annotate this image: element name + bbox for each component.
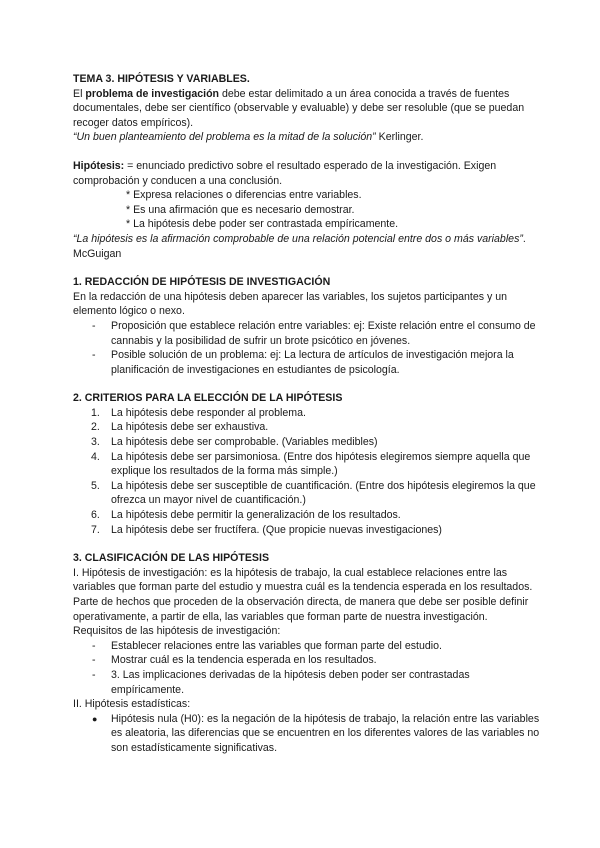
intro-rest: debe estar delimitado a un área conocida a través de fuentes documentales, debe ser científico (observable y evaluable) y debe ser resoluble (que se puedan recoger datos empíricos). [73,87,525,129]
intro-bold-term: problema de investigación [85,87,220,100]
list-item: - Mostrar cuál es la tendencia esperada en los resultados. [92,654,377,667]
page-title: TEMA 3. HIPÓTESIS Y VARIABLES. [73,73,250,85]
list-item: 6. La hipótesis debe permitir la generalización de los resultados. [91,509,401,522]
bullet-icon: ● [92,713,98,724]
intro-prefix: El [73,87,86,100]
section3-heading: 3. CLASIFICACIÓN DE LAS HIPÓTESIS [73,552,270,565]
list-item: - Posible solución de un problema: ej: La lectura de artículos de investigación mejora la planificación de investigaciones en estudiantes de psicología. [92,349,514,376]
list-item: * Es una afirmación que es necesario demostrar. [126,203,540,218]
list-item: - Proposición que establece relación entre variables: ej: Existe relación entre el consumo de cannabis y la posibilidad de sufrir un brote psicótico en jóvenes. [92,319,536,347]
intro-author: Kerlinger. [375,131,424,144]
section3-part2: II. Hipótesis estadísticas: [73,698,191,711]
intro-paragraph [73,87,540,131]
intro-quote: “Un buen planteamiento del problema es la mitad de la solución” [73,131,376,144]
hipotesis-quote: “La hipótesis es la afirmación comprobable de una relación potencial entre dos o más variables” [73,232,523,245]
section3-requisitos: Requisitos de las hipótesis de investigación: [73,625,281,638]
hipotesis-list [73,188,540,232]
list-item: 4. La hipótesis debe ser parsimoniosa. (Entre dos hipótesis elegiremos siempre aquella que explique los resultados de la forma más simple.) [91,450,531,478]
section3-stat-list [73,712,540,756]
list-item: ● Hipótesis nula (H0): es la negación de la hipótesis de trabajo, la relación entre las variables es aleatoria, las diferencias que se encuentren en los diferentes valores de las variables no son estadísticamente significativas. [92,712,540,754]
list-item: * Expresa relaciones o diferencias entre variables. [126,188,540,203]
list-item: - Establecer relaciones entre las variables que forman parte del estudio. [92,639,442,652]
intro-quote-line [73,130,540,145]
section1-text: En la redacción de una hipótesis deben aparecer las variables, los sujetos participantes y un elemento lógico o nexo. [73,290,508,318]
list-item: 2. La hipótesis debe ser exhaustiva. [91,421,269,434]
section3-req-list [73,639,540,697]
section3-part1: I. Hipótesis de investigación: es la hipótesis de trabajo, la cual establece relaciones entre las variables que forman parte del estudio y muestra cuál es la tendencia esperada en los resultados. Parte de hechos que proceden de la observación directa, de manera que debe ser posible definir operativamente, a partir de ella, las variables que forman parte de nuestra investigación. [73,566,533,623]
section2-list [73,406,540,537]
list-item: 3. La hipótesis debe ser comprobable. (Variables medibles) [91,436,378,449]
list-item: 1. La hipótesis debe responder al problema. [91,406,306,419]
hipotesis-quote-line [73,232,540,261]
list-item: - 3. Las implicaciones derivadas de la hipótesis deben poder ser contrastadas empíricamente. [92,668,470,696]
list-item: 5. La hipótesis debe ser susceptible de cuantificación. (Entre dos hipótesis elegiremos la que ofrezca un mayor nivel de cuantificación.) [91,479,536,507]
list-item: * La hipótesis debe poder ser contrastada empíricamente. [126,217,540,232]
hipotesis-author: . McGuigan [73,232,526,260]
section1-heading: 1. REDACCIÓN DE HIPÓTESIS DE INVESTIGACIÓN [73,276,331,289]
hipotesis-definition [73,159,540,188]
section2-heading: 2. CRITERIOS PARA LA ELECCIÓN DE LA HIPÓTESIS [73,392,343,405]
section1-list [73,319,540,377]
hipotesis-def: = enunciado predictivo sobre el resultado esperado de la investigación. Exigen comprobación y conducen a una conclusión. [73,159,497,187]
list-item: 7. La hipótesis debe ser fructífera. (Que propicie nuevas investigaciones) [91,523,442,536]
hipotesis-label: Hipótesis: [73,159,125,172]
